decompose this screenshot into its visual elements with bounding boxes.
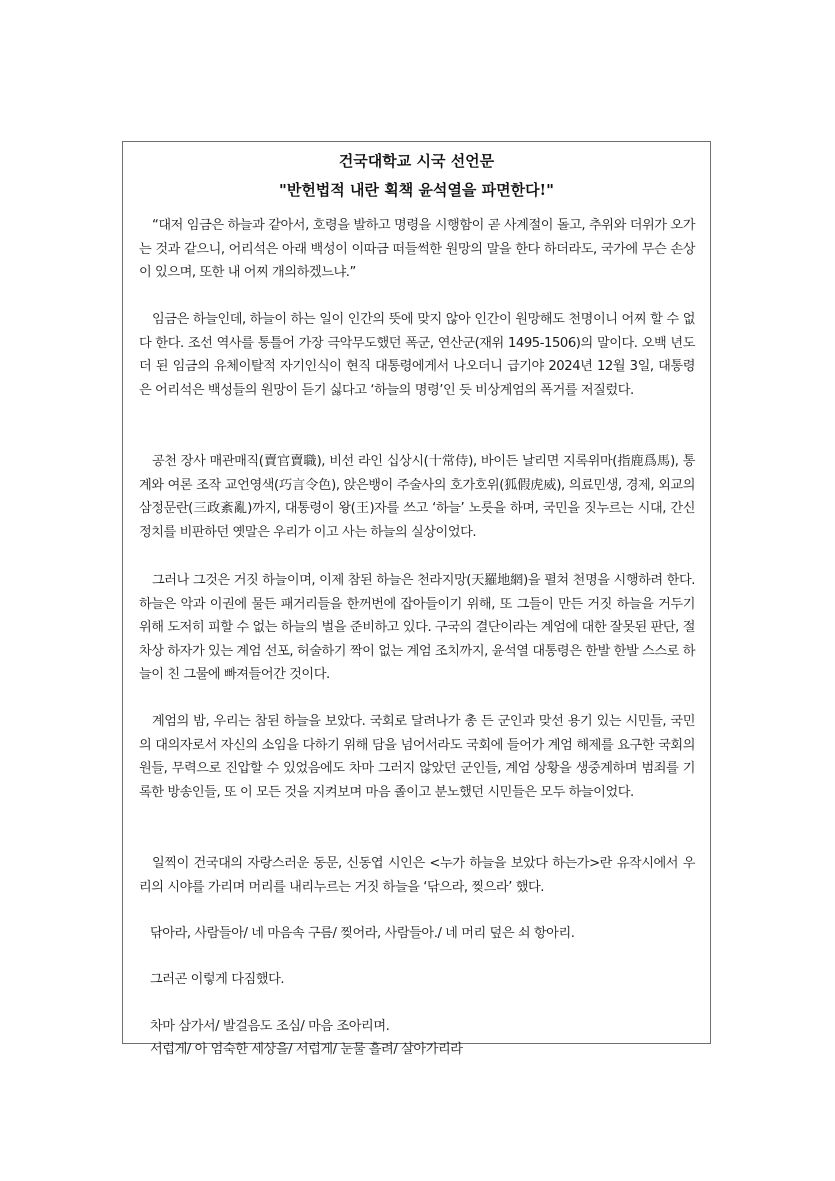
paragraph-poet: 일찍이 건국대의 자랑스러운 동문, 신동엽 시인은 <누가 하늘을 보았다 하는가>란 유작시에서 우리의 시야를 가리며 머리를 내리누르는 거짓 하늘을 ‘닦으라, 찢으라’ 했다. [139,856,695,895]
transition-line: 그러곤 이렇게 다짐했다. [150,972,285,987]
document-title: 건국대학교 시국 선언문 [338,152,495,170]
title-block [123,142,710,205]
paragraph-corruption: 공천 장사 매관매직(賣官賣職), 비선 라인 십상시(十常侍), 바이든 날리면 지록위마(指鹿爲馬), 통계와 여론 조작 교언영색(巧言令色), 앉은뱅이 주술사의 호가호위(狐假虎威), 의료민생, 경제, 외교의 삼정문란(三政紊亂)까지, 대통령이 왕(王)자를 쓰고 ‘하늘’ 노릇을 하며, 국민을 짓누르는 시대, 간신 정치를 비판하던 옛말은 우리가 이고 사는 하늘의 실상이었다. [139,454,695,540]
document-subtitle: "반헌법적 내란 획책 윤석열을 파면한다!" [279,181,554,199]
paragraph-martial-law-night: 계엄의 밤, 우리는 참된 하늘을 보았다. 국회로 달려나가 총 든 군인과 맞선 용기 있는 시민들, 국민의 대의자로서 자신의 소임을 다하기 위해 담을 넘어서라도 국회에 들어가 계엄 해제를 요구한 국회의원들, 무력으로 진압할 수 있었음에도 차마 그러지 않았던 군인들, 계엄 상황을 생중계하며 범죄를 기록한 방송인들, 또 이 모든 것을 지켜보며 마음 졸이고 분노했던 시민들은 모두 하늘이었다. [139,714,695,800]
paragraph-quote: “대저 임금은 하늘과 같아서, 호령을 발하고 명령을 시행함이 곧 사계절이 돌고, 추위와 더위가 오가는 것과 같으니, 어리석은 아래 백성이 이따금 떠들썩한 원망의 말을 한다 하더라도, 국가에 무슨 손상이 있으며, 또한 내 어찌 개의하겠느냐.” [139,218,695,281]
statement-box [122,141,711,1057]
poem-verse-2-line-2: 서럽게/ 아 엄숙한 세상을/ 서럽게/ 눈물 흘려/ 살아가리라 [150,1042,463,1057]
poem-verse-2-line-1: 차마 삼가서/ 발걸음도 조심/ 마음 조아리며. [150,1019,390,1034]
poem-verse-1: 닦아라, 사람들아/ 네 마음속 구름/ 찢어라, 사람들아./ 네 머리 덮은 쇠 항아리. [150,926,575,941]
paragraph-tyrant: 임금은 하늘인데, 하늘이 하는 일이 인간의 뜻에 맞지 않아 인간이 원망해도 천명이니 어찌 할 수 없다 한다. 조선 역사를 통틀어 가장 극악무도했던 폭군, 연산군(재위 1495-1506)의 말이다. 오백 년도 더 된 임금의 유체이탈적 자기인식이 현직 대통령에게서 나오더니 급기야 2024년 12월 3일, 대통령은 어리석은 백성들의 원망이 듣기 싫다고 ‘하늘의 명령’인 듯 비상계엄의 폭거를 저질렀다. [139,312,695,398]
paragraph-false-heaven: 그러나 그것은 거짓 하늘이며, 이제 참된 하늘은 천라지망(天羅地網)을 펼쳐 천명을 시행하려 한다. 하늘은 악과 이권에 물든 패거리들을 한꺼번에 잡아들이기 위해, 또 그들이 만든 거짓 하늘을 거두기 위해 도저히 피할 수 없는 하늘의 벌을 준비하고 있다. 구국의 결단이라는 계엄에 대한 잘못된 판단, 절차상 하자가 있는 계엄 선포, 허술하기 짝이 없는 계엄 조치까지, 윤석열 대통령은 한발 한발 스스로 하늘이 친 그물에 빠져들어간 것이다. [139,573,695,683]
